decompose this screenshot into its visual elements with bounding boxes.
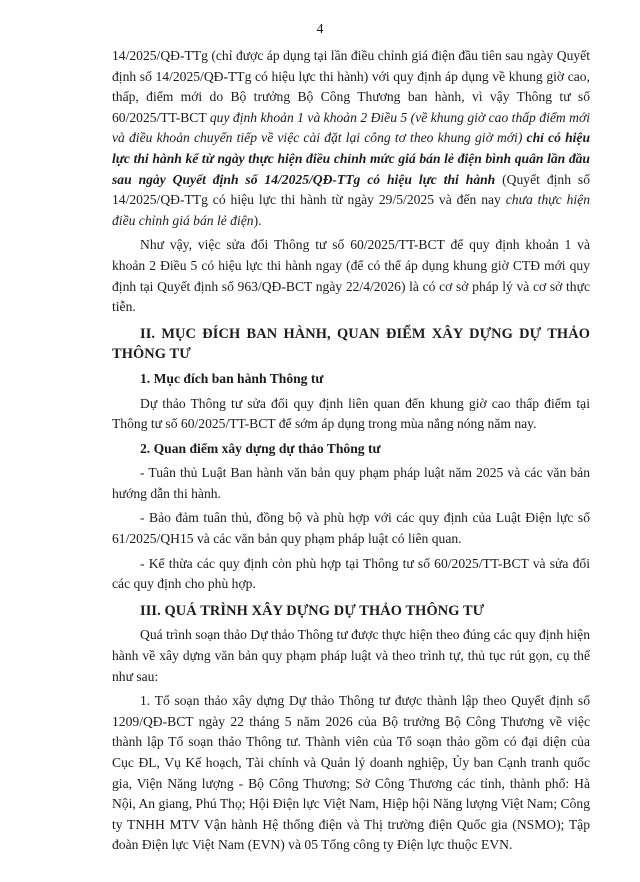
subheading-purpose: 1. Mục đích ban hành Thông tư — [140, 370, 324, 386]
page-number: 4 — [316, 22, 324, 37]
para1-text-a: 14/2025/QĐ-TTg (chỉ được áp dụng tại lần điều chỉnh giá điện đầu tiên sau ngày Quyết định số 14/2025/QĐ-TTg có hiệu lực thi hành) với quy định áp dụng về khung giờ cao, thấp, điểm mới do Bộ trưởng Bộ Công Thương ban hành, vì vậy Thông tư số 60/2025/TT-BCT — [112, 48, 590, 125]
section-heading-iii: III. QUÁ TRÌNH XÂY DỰNG DỰ THẢO THÔNG TƯ — [140, 602, 485, 619]
bullet-item: - Kế thừa các quy định còn phù hợp tại Thông tư số 60/2025/TT-BCT và sửa đổi các quy định cho phù hợp. — [112, 555, 590, 592]
paragraph-purpose: Dự thảo Thông tư sửa đổi quy định liên quan đến khung giờ cao thấp điểm tại Thông tư số 60/2025/TT-BCT để sớm áp dụng trong mùa nắng nóng năm nay. — [112, 395, 590, 432]
document-body — [112, 46, 590, 860]
section-heading-ii: II. MỤC ĐÍCH BAN HÀNH, QUAN ĐIỂM XÂY DỰNG DỰ THẢO THÔNG TƯ — [112, 325, 590, 363]
bullet-item: - Bảo đảm tuân thủ, đồng bộ và phù hợp với các quy định của Luật Điện lực số 61/2025/QH15 và các văn bản quy phạm pháp luật có liên quan. — [112, 510, 590, 547]
para1-italic-a: quy định khoản 1 và khoản 2 Điều 5 (về khung giờ cao thấp điểm mới và điều khoản chuyển tiếp về việc cài đặt lại công tơ theo khung giờ mới) — [112, 109, 591, 146]
para1-text-b: (Quyết định số 14/2025/QĐ-TTg có hiệu lực thi hành từ ngày 29/5/2025 và đến nay — [112, 171, 590, 208]
para1-bold-italic: chỉ có hiệu lực thi hành kể từ ngày thực hiện điều chỉnh mức giá bán lẻ điện bình quân lần đầu sau ngày Quyết định số 14/2025/QĐ-TTg có hiệu lực thi hành — [112, 130, 591, 187]
bullet-item: - Tuân thủ Luật Ban hành văn bản quy phạm pháp luật năm 2025 và các văn bản hướng dẫn thi hành. — [112, 465, 590, 501]
para1-italic-b: chưa thực hiện điều chỉnh giá bán lẻ điện — [112, 192, 591, 228]
para1-text-c: ). — [253, 212, 262, 228]
paragraph-continuation — [112, 46, 590, 231]
paragraph-conclusion: Như vậy, việc sửa đổi Thông tư số 60/2025/TT-BCT để quy định khoản 1 và khoản 2 Điều 5 có hiệu lực thi hành ngay (để có thể áp dụng khung giờ CTĐ mới quy định tại Quyết định số 963/QĐ-BCT ngày 22/4/2026) là có cơ sở pháp lý và cơ sở thực tiễn. — [112, 237, 590, 315]
paragraph-drafting-team: 1. Tổ soạn thảo xây dựng Dự thảo Thông tư được thành lập theo Quyết định số 1209/QĐ-BCT ngày 22 tháng 5 năm 2026 của Bộ trưởng Bộ Công Thương về việc thành lập Tổ soạn thảo Thông tư. Thành viên của Tổ soạn thảo gồm có đại diện của Cục ĐL, Vụ Kế hoạch, Tài chính và Quản lý doanh nghiệp, Ủy ban Cạnh tranh quốc gia, Viện Năng lượng - Bộ Công Thương; Sở Công Thương các tỉnh, thành phố: Hà Nội, An giang, Phú Thọ; Hội Điện lực Việt Nam, Hiệp hội Năng lượng Việt Nam; Công ty TNHH MTV Vận hành Hệ thống điện và Thị trường điện Quốc gia (NSMO); Tập đoàn Điện lực Việt Nam (EVN) và 05 Tổng công ty Điện lực thuộc EVN. — [112, 693, 590, 853]
paragraph-process-intro: Quá trình soạn thảo Dự thảo Thông tư được thực hiện theo đúng các quy định hiện hành về xây dựng văn bản quy phạm pháp luật và theo trình tự, thủ tục rút gọn, cụ thể như sau: — [112, 627, 590, 684]
subheading-viewpoint: 2. Quan điểm xây dựng dự thảo Thông tư — [140, 440, 381, 456]
